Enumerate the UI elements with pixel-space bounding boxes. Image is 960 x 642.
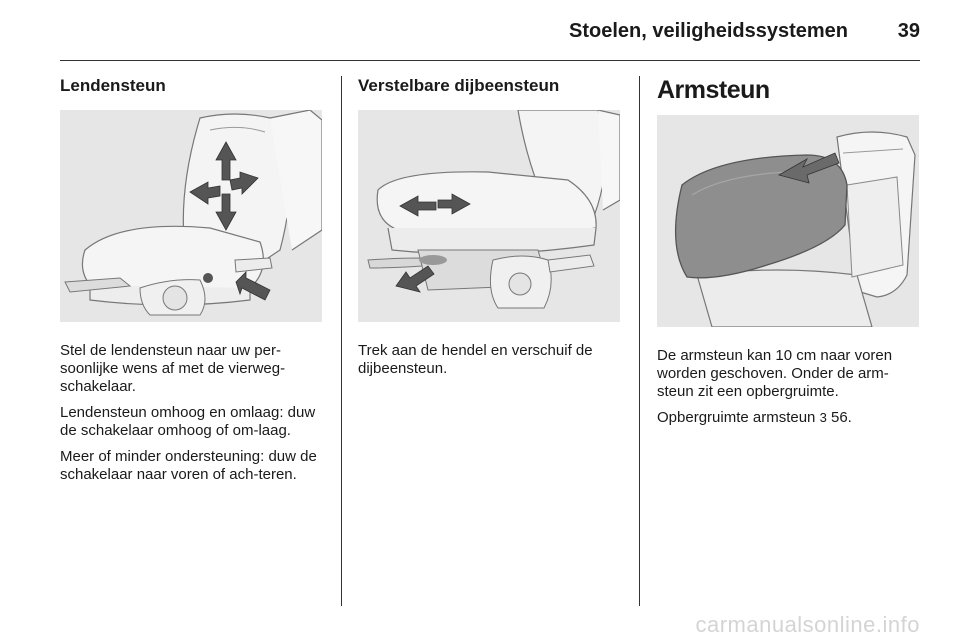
thigh-support-section (358, 76, 622, 386)
column-divider (639, 76, 640, 606)
armrest-paragraph: De armsteun kan 10 cm naar voren worden geschoven. Onder de arm-steun zit een opbergruimte. (657, 347, 893, 400)
lumbar-heading: Lendensteun (60, 76, 166, 95)
section-title: Stoelen, veiligheidssystemen (569, 20, 848, 42)
lumbar-paragraph: Meer of minder ondersteuning: duw de schakelaar naar voren of ach-teren. (60, 448, 317, 483)
watermark: carmanualsonline.info (695, 612, 920, 637)
page-header (60, 16, 920, 61)
thigh-support-heading: Verstelbare dijbeensteun (358, 76, 560, 95)
armrest-reference-page[interactable]: 56. (830, 409, 852, 426)
armrest-reference (657, 409, 921, 427)
lumbar-support-illustration (60, 110, 322, 322)
column-divider (341, 76, 342, 606)
armrest-reference-text: Opbergruimte armsteun (657, 409, 816, 426)
thigh-support-paragraph: Trek aan de hendel en verschuif de dijbeensteun. (358, 342, 593, 377)
armrest-section (657, 76, 921, 435)
lumbar-paragraph: Stel de lendensteun naar uw per-soonlijke wens af met de vierweg-schakelaar. (60, 342, 286, 395)
page-number: 39 (897, 20, 920, 42)
armrest-heading: Armsteun (657, 76, 770, 104)
lumbar-paragraph: Lendensteun omhoog en omlaag: duw de schakelaar omhoog of om-laag. (60, 404, 316, 439)
page-reference-arrow-icon: 3 (819, 410, 827, 425)
lumbar-section (60, 76, 324, 492)
armrest-illustration (657, 115, 919, 327)
thigh-support-illustration (358, 110, 620, 322)
